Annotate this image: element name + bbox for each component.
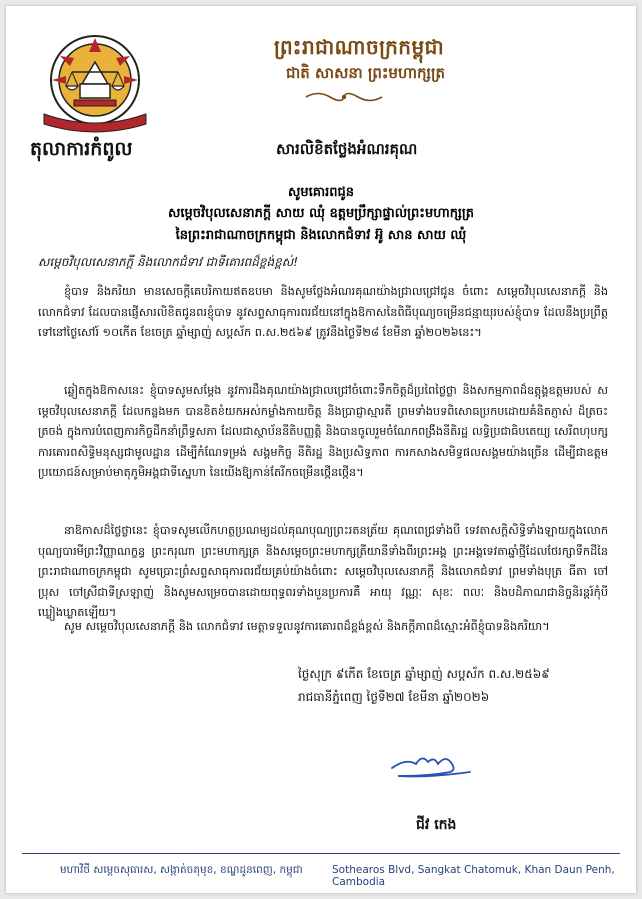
signer-name: ជីវ កេង <box>416 817 457 833</box>
letter-page <box>6 6 636 893</box>
lunar-date: ថ្ងៃសុក្រ ៩កើត ខែចេត្រ ឆ្នាំម្សាញ់ សប្តស័ក ព.ស.២៥៦៩ <box>298 667 550 681</box>
handwritten-signature <box>386 746 476 782</box>
motto-heading: ជាតិ សាសនា ព្រះមហាក្សត្រ <box>286 64 445 82</box>
recipient-line-2: នៃព្រះរាជាណាចក្រកម្ពុជា និងលោកជំទាវ អ៊ូ សាន សាយ ឈុំ <box>175 228 467 243</box>
footer-address-kh: មហាវិថី សម្តេចសុធារស, សង្កាត់ចតុមុខ, ខណ្ឌដូនពេញ, កម្ពុជា <box>60 864 303 876</box>
body-paragraph-1: ខ្ញុំបាទ និងភរិយា មានសេចក្តីគេបរិកាយឥតឧបមា និងសូមថ្លែងអំណរគុណយ៉ាងជ្រាលជ្រៅជូន ចំពោះ សម្តេចវិបុលសេនាភក្តី និងលោកជំទាវ ដែលបានផ្ញើសារលិខិតជូនពរខ្ញុំបាទ នូវសព្ទសាធុការពរជ័យនៅក្នុងឱកាសនៃពិធីបុណ្យចម្រើនជន្មាយុរបស់ខ្ញុំបាទ ដែលនឹងប្រព្រឹត្តទៅនៅថ្ងៃសៅរ៍ ១០កើត ខែចេត្រ ឆ្នាំម្សាញ់ សប្តស័ក ព.ស.២៥៦៩ ត្រូវនឹងថ្ងៃទី២៨ ខែមីនា ឆ្នាំ២០២៦នេះ។ <box>38 285 608 339</box>
salutation: សម្តេចវិបុលសេនាភក្តី និងលោកជំទាវ ជាទីគោរពដ៏ខ្ពង់ខ្ពស់! <box>38 255 298 269</box>
body-paragraph-2: ឆ្លៀតក្នុងឱកាសនេះ ខ្ញុំបាទសូមសម្តែង នូវការដឹងគុណយ៉ាងជ្រាលជ្រៅចំពោះទឹកចិត្តដ៏ប្រពៃថ្លៃថ្លា និងសកម្មភាពដ៏ឧត្តុង្គឧត្តមរបស់ សម្តេចវិបុលសេនាភក្តី ដែលកន្លងមក បានខិតខំយកអស់កម្លាំងកាយចិត្ត និងប្រាជ្ញាស្មារតី ព្រមទាំងបទពិសោធប្រកបដោយគំនិតភ្ញាស់ ដ៏ត្រចះត្រចង់ ក្នុងការបំពេញភារកិច្ចដឹកនាំព្រឹទ្ធសភា ដែលជាស្ថាប័ននីតិបញ្ញត្តិ និងបានចូលរួមចំណែកពង្រឹងនីតិរដ្ឋ លទ្ធិប្រជាធិបតេយ្យ សេរីពហុបក្ស ការគោរពសិទ្ធិមនុស្សជាមូលដ្ឋាន ដើម្បីកំណែទម្រង់ សង្គមកិច្ច នីតិរដ្ឋ និងប្រសិទ្ធភាព ការកសាងសមិទ្ធផលសង្គមយ៉ាងច្រើន ដើម្បីជាឧត្តមប្រយោជន៍សម្រាប់មាតុភូមិអង្គជាទីស្នេហា នៃយើងឱ្យកាន់តែរីកចម្រើនថ្កើនថ្កើន។ <box>38 384 608 479</box>
footer-divider <box>22 853 620 854</box>
document-title: សារលិខិតថ្លែងអំណរគុណ <box>276 140 418 158</box>
respect-line: សូមគោរពជូន <box>287 185 354 200</box>
solar-date: រាជធានីភ្នំពេញ ថ្ងៃទី២៧ ខែមីនា ឆ្នាំ២០២៦ <box>298 690 490 704</box>
kingdom-heading: ព្រះរាជាណាចក្រកម្ពុជា <box>274 35 445 59</box>
recipient-line-1: សម្តេចវិបុលសេនាភក្តី សាយ ឈុំ ឧត្តមប្រឹក្សាផ្ទាល់ព្រះមហាក្សត្រ <box>167 206 474 221</box>
institution-name: តុលាការកំពូល <box>30 138 133 160</box>
tribe-ornament-icon <box>304 90 384 104</box>
supreme-court-emblem-icon <box>30 28 160 136</box>
body-paragraph-3: នាឱកាសដ៏ថ្លៃថ្លានេះ ខ្ញុំបាទសូមលើកហត្ថប្រណម្យដល់គុណបុណ្យព្រះរតនត្រ័យ គុណពេជ្រទាំងបី ទេវតាសក្តិសិទ្ធិទាំងឡាយក្នុងលោក បុណ្យបារមីព្រះវិញ្ញាណក្ខន្ធ ព្រះករុណា ព្រះមហាក្សត្រ និងសម្តេចព្រះមហាក្សត្រីយានីទាំងពីរព្រះអង្គ ព្រះអង្គទេវតាឆ្នាំថ្មីដែលថែរក្សាទឹកដីនៃព្រះរាជាណាចក្រកម្ពុជា សូមប្រោះព្រំសព្ទសាធុការពរជ័យគ្រប់យ៉ាងចំពោះ សម្តេចវិបុលសេនាភក្តី និងលោកជំទាវ ព្រមទាំងបុត្រ ធីតា ចៅប្រុស ចៅស្រីជាទីស្រឡាញ់ និងសូមសម្រេចបានដោយពុទ្ធពរទាំងបួនប្រការគឺ អាយុ វណ្ណៈ សុខៈ ពលៈ និងបដិភាណជានិច្ចនិរន្តរ៍កុំបីឃ្លៀងឃ្លាតឡើយ។ <box>38 524 608 619</box>
body-paragraph-4: សូម សម្តេចវិបុលសេនាភក្តី និង លោកជំទាវ មេត្តាទទួលនូវការគោរពដ៏ខ្ពង់ខ្ពស់ និងភក្តីភាពដ៏ស្មោះអំពីខ្ញុំបាទនិងភរិយា។ <box>64 620 550 633</box>
footer-address-en: Sothearos Blvd, Sangkat Chatomuk, Khan Daun Penh, Cambodia <box>332 864 615 888</box>
